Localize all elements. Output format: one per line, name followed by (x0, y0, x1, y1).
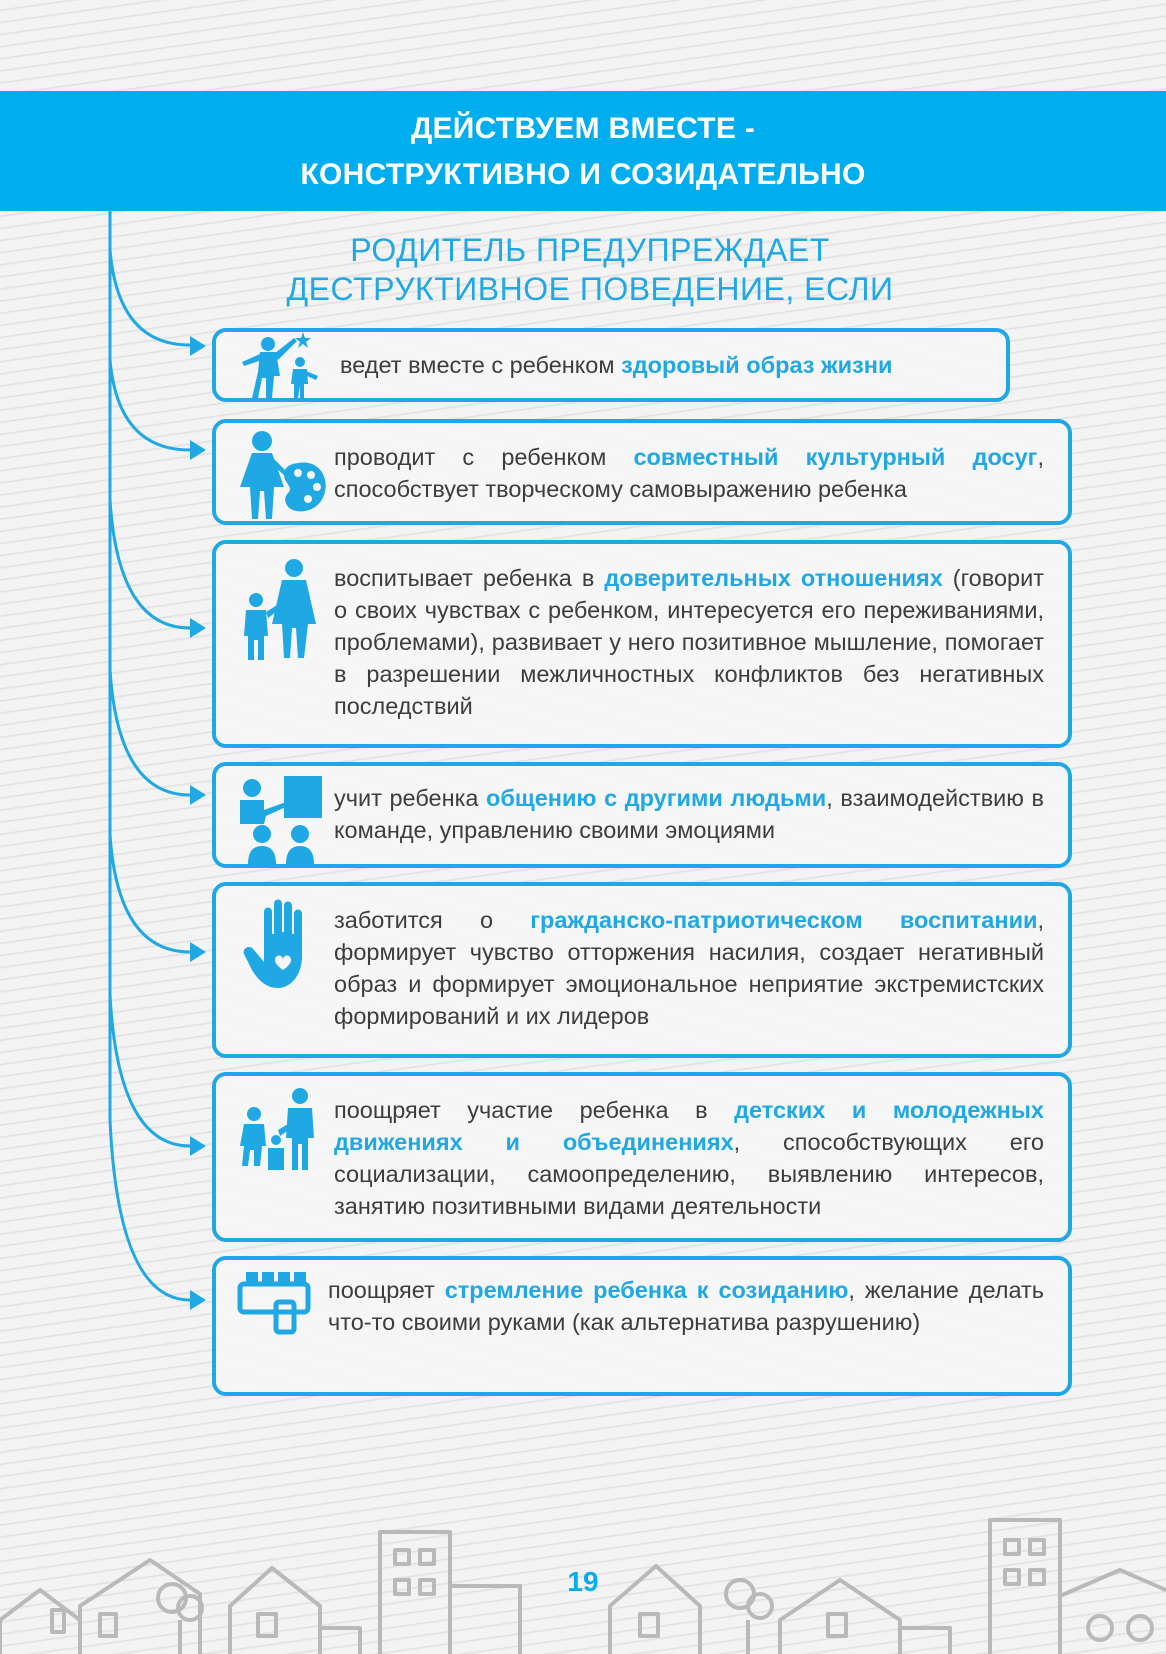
card-youth-movements (212, 1072, 1072, 1242)
card-text: проводит с ребенком совместный культурный досуг, способствует творческому самовыражению ребенка (334, 444, 1044, 502)
crafting-icon (236, 1272, 312, 1336)
card-cultural-leisure (212, 419, 1072, 525)
subtitle-line2: ДЕСТРУКТИВНОЕ ПОВЕДЕНИЕ, ЕСЛИ (286, 271, 894, 307)
card-communication (212, 762, 1072, 868)
card-text: воспитывает ребенка в доверительных отношениях (говорит о своих чувствах с ребенком, интересуется его переживаниями, проблемами), развивает у него позитивное мышление, помогает в разрешении межличностных конфликтов без негативных последствий (334, 565, 1044, 719)
card-civic-patriotic (212, 882, 1072, 1058)
card-text: учит ребенка общению с другими людьми, взаимодействию в команде, управлению своими эмоциями (334, 785, 1044, 843)
page-title-line1: ДЕЙСТВУЕМ ВМЕСТЕ - (410, 112, 756, 145)
subtitle-line1: РОДИТЕЛЬ ПРЕДУПРЕЖДАЕТ (350, 232, 830, 268)
card-text: поощряет участие ребенка в детских и молодежных движениях и объединениях, способствующих его социализации, самоопределению, выявлению интересов, занятию позитивными видами деятельности (334, 1097, 1044, 1219)
hand-heart-icon (242, 898, 322, 990)
arrow-icon (190, 618, 206, 638)
header-banner (0, 91, 1166, 211)
card-text: поощряет стремление ребенка к созиданию, желание делать что-то своими руками (как альтернатива разрушению) (328, 1277, 1045, 1335)
arrow-icon (190, 785, 206, 805)
arrow-icon (190, 1136, 206, 1156)
card-text: ведет вместе с ребенком здоровый образ жизни (340, 352, 893, 378)
page-title-line2: КОНСТРУКТИВНО И СОЗИДАТЕЛЬНО (300, 158, 866, 191)
card-healthy-lifestyle (212, 328, 1010, 402)
family-sport-icon (238, 332, 328, 402)
page-number: 19 (567, 1566, 599, 1597)
card-text: заботится о гражданско-патриотическом воспитании, формирует чувство отторжения насилия, создает негативный образ и формирует эмоциональное неприятие экстремистских формирований и их лидеров (334, 907, 1044, 1029)
youth-movement-icon (238, 1088, 322, 1172)
card-creation (212, 1256, 1072, 1396)
card-trust-relations (212, 540, 1072, 748)
parent-child-icon (238, 558, 322, 662)
arrow-icon (190, 336, 206, 356)
arrow-icon (190, 942, 206, 962)
painter-palette-icon (238, 429, 330, 521)
arrow-icon (190, 440, 206, 460)
teacher-group-icon (238, 776, 322, 864)
arrow-icon (190, 1290, 206, 1310)
